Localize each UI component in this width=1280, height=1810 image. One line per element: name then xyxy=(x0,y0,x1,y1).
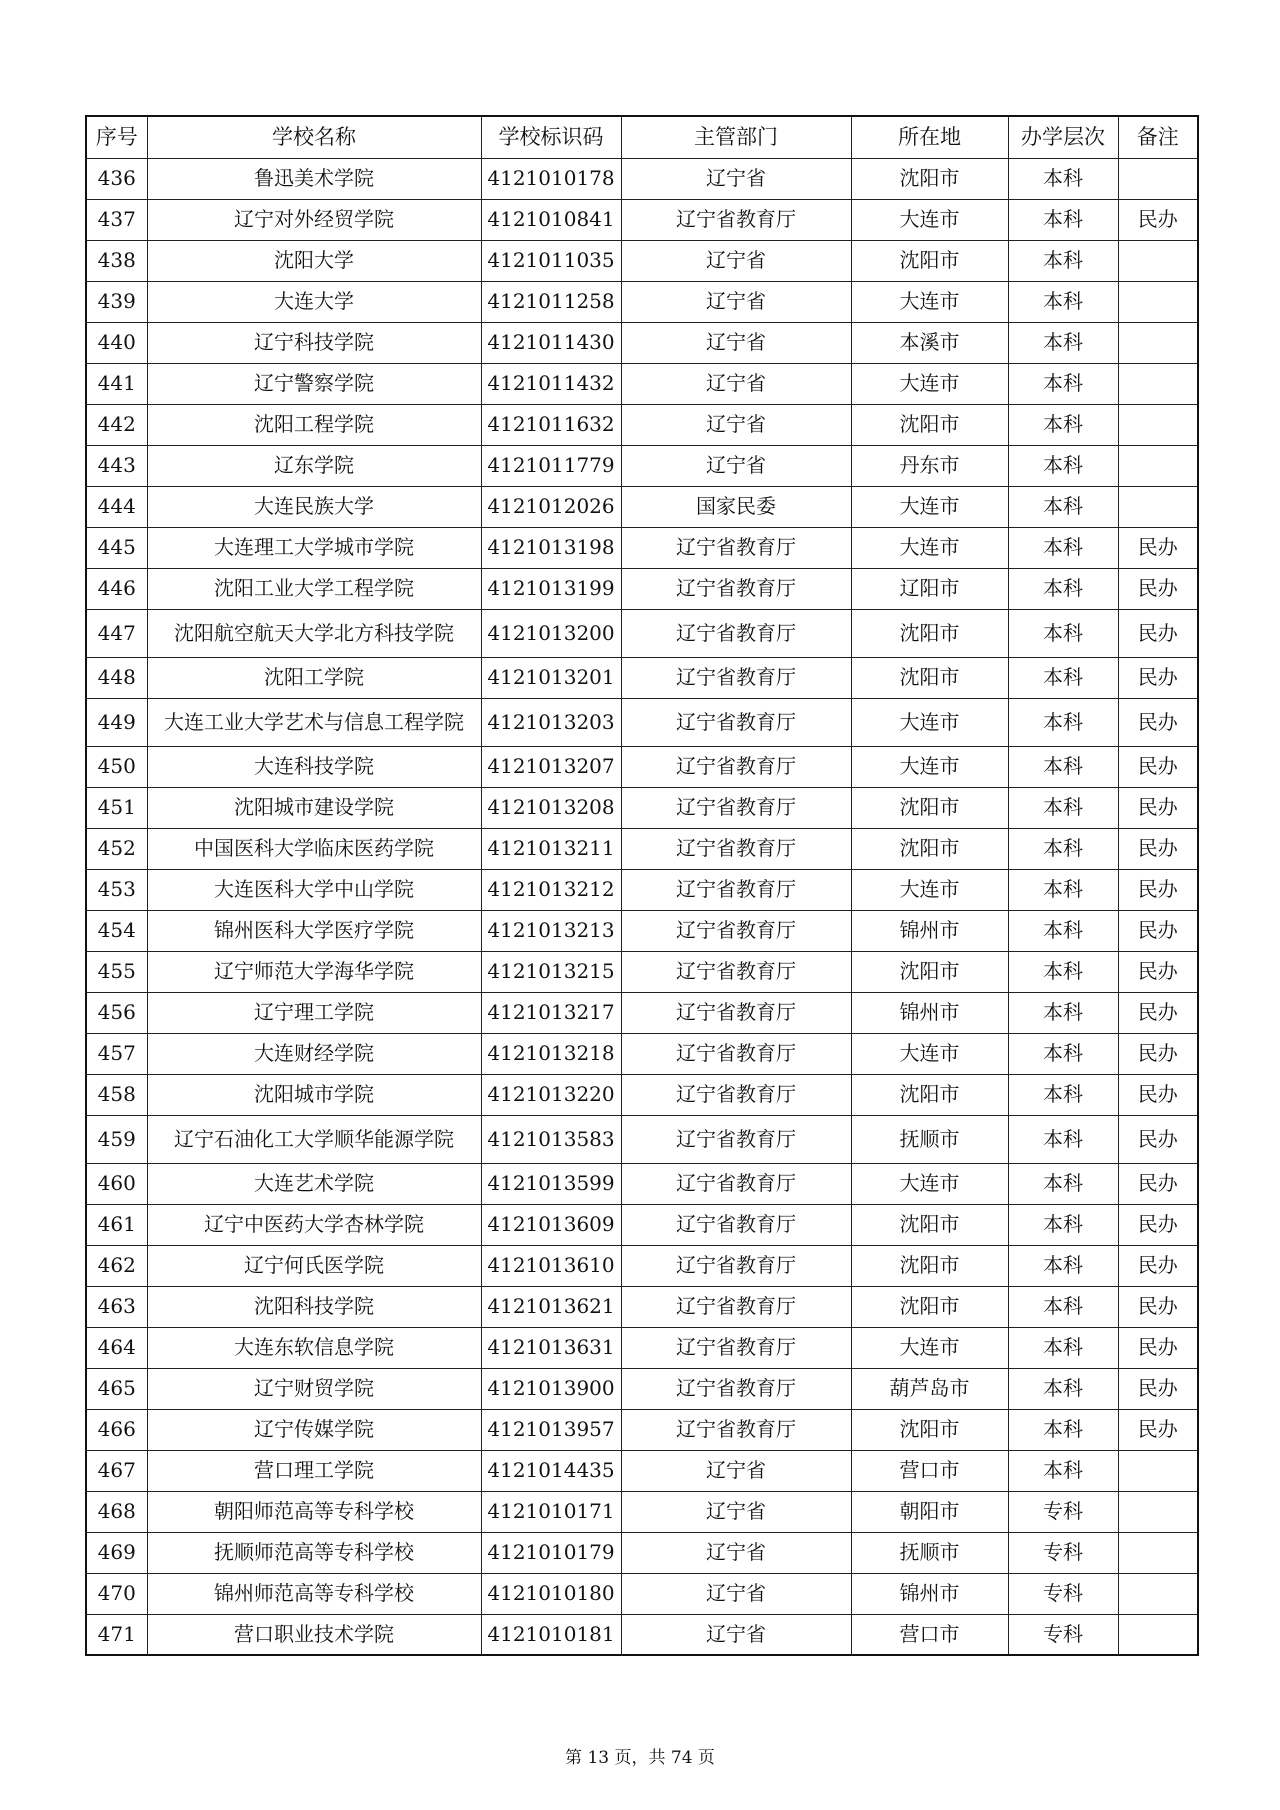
cell-school-code: 4121013201 xyxy=(481,657,621,698)
cell-index: 457 xyxy=(86,1033,147,1074)
cell-remark: 民办 xyxy=(1118,1074,1198,1115)
cell-location: 锦州市 xyxy=(851,992,1008,1033)
table-row xyxy=(86,240,1198,281)
cell-school-name: 辽宁警察学院 xyxy=(147,363,481,404)
cell-authority: 辽宁省教育厅 xyxy=(621,787,851,828)
cell-remark: 民办 xyxy=(1118,1245,1198,1286)
page-footer: 第 13 页，共 74 页 xyxy=(565,1748,715,1768)
cell-school-name: 营口理工学院 xyxy=(147,1450,481,1491)
table-row xyxy=(86,1204,1198,1245)
cell-remark xyxy=(1118,363,1198,404)
cell-authority: 辽宁省教育厅 xyxy=(621,1245,851,1286)
cell-level: 专科 xyxy=(1008,1532,1118,1573)
cell-location: 本溪市 xyxy=(851,322,1008,363)
cell-level: 本科 xyxy=(1008,1033,1118,1074)
cell-index: 444 xyxy=(86,486,147,527)
cell-level: 本科 xyxy=(1008,1368,1118,1409)
cell-authority: 辽宁省 xyxy=(621,404,851,445)
cell-level: 本科 xyxy=(1008,992,1118,1033)
cell-school-code: 4121012026 xyxy=(481,486,621,527)
cell-remark: 民办 xyxy=(1118,787,1198,828)
table-row xyxy=(86,1327,1198,1368)
cell-location: 大连市 xyxy=(851,486,1008,527)
cell-location: 大连市 xyxy=(851,1033,1008,1074)
table-row xyxy=(86,1450,1198,1491)
cell-authority: 辽宁省教育厅 xyxy=(621,1115,851,1163)
cell-location: 沈阳市 xyxy=(851,828,1008,869)
cell-remark: 民办 xyxy=(1118,1286,1198,1327)
cell-authority: 辽宁省 xyxy=(621,1573,851,1614)
cell-location: 大连市 xyxy=(851,698,1008,746)
cell-school-code: 4121013213 xyxy=(481,910,621,951)
cell-location: 葫芦岛市 xyxy=(851,1368,1008,1409)
cell-authority: 辽宁省教育厅 xyxy=(621,1327,851,1368)
cell-remark: 民办 xyxy=(1118,1327,1198,1368)
cell-index: 446 xyxy=(86,568,147,609)
table-row xyxy=(86,1573,1198,1614)
table-row xyxy=(86,1074,1198,1115)
table-row xyxy=(86,1286,1198,1327)
cell-index: 452 xyxy=(86,828,147,869)
cell-authority: 辽宁省教育厅 xyxy=(621,746,851,787)
cell-school-code: 4121013207 xyxy=(481,746,621,787)
cell-level: 本科 xyxy=(1008,609,1118,657)
cell-index: 436 xyxy=(86,158,147,199)
cell-school-name: 中国医科大学临床医药学院 xyxy=(147,828,481,869)
cell-index: 465 xyxy=(86,1368,147,1409)
cell-school-code: 4121013203 xyxy=(481,698,621,746)
cell-location: 大连市 xyxy=(851,1327,1008,1368)
cell-index: 443 xyxy=(86,445,147,486)
cell-school-name: 朝阳师范高等专科学校 xyxy=(147,1491,481,1532)
cell-authority: 辽宁省教育厅 xyxy=(621,1033,851,1074)
cell-index: 464 xyxy=(86,1327,147,1368)
table-row xyxy=(86,1409,1198,1450)
table-row xyxy=(86,869,1198,910)
table-row xyxy=(86,363,1198,404)
cell-index: 447 xyxy=(86,609,147,657)
cell-index: 461 xyxy=(86,1204,147,1245)
cell-school-name: 大连理工大学城市学院 xyxy=(147,527,481,568)
cell-remark: 民办 xyxy=(1118,1368,1198,1409)
cell-location: 沈阳市 xyxy=(851,657,1008,698)
cell-remark xyxy=(1118,404,1198,445)
cell-school-name: 大连科技学院 xyxy=(147,746,481,787)
cell-school-name: 沈阳城市学院 xyxy=(147,1074,481,1115)
cell-level: 本科 xyxy=(1008,199,1118,240)
cell-authority: 辽宁省 xyxy=(621,1450,851,1491)
cell-index: 456 xyxy=(86,992,147,1033)
header-index: 序号 xyxy=(86,116,147,158)
cell-authority: 辽宁省教育厅 xyxy=(621,869,851,910)
header-school-code: 学校标识码 xyxy=(481,116,621,158)
cell-location: 大连市 xyxy=(851,869,1008,910)
cell-school-name: 辽宁中医药大学杏林学院 xyxy=(147,1204,481,1245)
cell-level: 本科 xyxy=(1008,363,1118,404)
cell-level: 本科 xyxy=(1008,828,1118,869)
cell-school-name: 大连东软信息学院 xyxy=(147,1327,481,1368)
cell-level: 专科 xyxy=(1008,1614,1118,1655)
cell-authority: 辽宁省 xyxy=(621,158,851,199)
cell-school-code: 4121013610 xyxy=(481,1245,621,1286)
cell-authority: 辽宁省 xyxy=(621,281,851,322)
table-row xyxy=(86,657,1198,698)
table-row xyxy=(86,992,1198,1033)
table-row xyxy=(86,322,1198,363)
cell-school-name: 辽宁科技学院 xyxy=(147,322,481,363)
cell-remark: 民办 xyxy=(1118,910,1198,951)
cell-level: 本科 xyxy=(1008,1245,1118,1286)
cell-authority: 辽宁省 xyxy=(621,1614,851,1655)
cell-level: 本科 xyxy=(1008,445,1118,486)
cell-authority: 辽宁省 xyxy=(621,445,851,486)
cell-level: 本科 xyxy=(1008,568,1118,609)
cell-school-name: 沈阳工业大学工程学院 xyxy=(147,568,481,609)
cell-remark: 民办 xyxy=(1118,199,1198,240)
cell-remark xyxy=(1118,1491,1198,1532)
cell-level: 本科 xyxy=(1008,1163,1118,1204)
header-level: 办学层次 xyxy=(1008,116,1118,158)
cell-authority: 辽宁省 xyxy=(621,322,851,363)
cell-level: 本科 xyxy=(1008,158,1118,199)
header-location: 所在地 xyxy=(851,116,1008,158)
cell-level: 本科 xyxy=(1008,1409,1118,1450)
table-row xyxy=(86,1368,1198,1409)
cell-school-code: 4121013211 xyxy=(481,828,621,869)
cell-school-name: 锦州师范高等专科学校 xyxy=(147,1573,481,1614)
cell-school-name: 辽宁师范大学海华学院 xyxy=(147,951,481,992)
cell-index: 450 xyxy=(86,746,147,787)
cell-remark: 民办 xyxy=(1118,746,1198,787)
cell-school-code: 4121010841 xyxy=(481,199,621,240)
cell-authority: 辽宁省 xyxy=(621,363,851,404)
cell-authority: 辽宁省 xyxy=(621,240,851,281)
table-row xyxy=(86,1245,1198,1286)
table-row xyxy=(86,828,1198,869)
cell-index: 455 xyxy=(86,951,147,992)
cell-index: 442 xyxy=(86,404,147,445)
table-row xyxy=(86,199,1198,240)
cell-location: 锦州市 xyxy=(851,1573,1008,1614)
cell-authority: 辽宁省教育厅 xyxy=(621,527,851,568)
cell-remark xyxy=(1118,445,1198,486)
cell-authority: 辽宁省教育厅 xyxy=(621,698,851,746)
cell-index: 448 xyxy=(86,657,147,698)
cell-authority: 辽宁省教育厅 xyxy=(621,657,851,698)
cell-authority: 辽宁省教育厅 xyxy=(621,992,851,1033)
cell-authority: 辽宁省教育厅 xyxy=(621,1286,851,1327)
cell-level: 本科 xyxy=(1008,657,1118,698)
cell-level: 本科 xyxy=(1008,240,1118,281)
cell-remark: 民办 xyxy=(1118,1115,1198,1163)
cell-level: 本科 xyxy=(1008,951,1118,992)
cell-index: 460 xyxy=(86,1163,147,1204)
cell-school-name: 大连艺术学院 xyxy=(147,1163,481,1204)
cell-remark: 民办 xyxy=(1118,1409,1198,1450)
cell-school-code: 4121011258 xyxy=(481,281,621,322)
cell-remark xyxy=(1118,281,1198,322)
cell-location: 沈阳市 xyxy=(851,1074,1008,1115)
cell-level: 本科 xyxy=(1008,869,1118,910)
table-row xyxy=(86,910,1198,951)
cell-school-code: 4121013583 xyxy=(481,1115,621,1163)
cell-school-code: 4121011632 xyxy=(481,404,621,445)
cell-remark: 民办 xyxy=(1118,951,1198,992)
cell-location: 沈阳市 xyxy=(851,1204,1008,1245)
cell-index: 437 xyxy=(86,199,147,240)
cell-authority: 辽宁省教育厅 xyxy=(621,1204,851,1245)
cell-index: 470 xyxy=(86,1573,147,1614)
cell-remark: 民办 xyxy=(1118,828,1198,869)
header-authority: 主管部门 xyxy=(621,116,851,158)
table-row xyxy=(86,1491,1198,1532)
cell-school-name: 沈阳工程学院 xyxy=(147,404,481,445)
cell-school-code: 4121013215 xyxy=(481,951,621,992)
cell-school-code: 4121013218 xyxy=(481,1033,621,1074)
cell-index: 440 xyxy=(86,322,147,363)
cell-school-name: 辽宁传媒学院 xyxy=(147,1409,481,1450)
cell-school-code: 4121013199 xyxy=(481,568,621,609)
table-row xyxy=(86,746,1198,787)
cell-level: 本科 xyxy=(1008,1286,1118,1327)
cell-school-code: 4121010179 xyxy=(481,1532,621,1573)
cell-school-code: 4121010171 xyxy=(481,1491,621,1532)
table-row xyxy=(86,158,1198,199)
cell-level: 本科 xyxy=(1008,281,1118,322)
cell-level: 本科 xyxy=(1008,787,1118,828)
cell-level: 专科 xyxy=(1008,1573,1118,1614)
cell-index: 462 xyxy=(86,1245,147,1286)
cell-school-name: 辽宁石油化工大学顺华能源学院 xyxy=(147,1115,481,1163)
cell-location: 营口市 xyxy=(851,1450,1008,1491)
cell-index: 459 xyxy=(86,1115,147,1163)
cell-location: 沈阳市 xyxy=(851,404,1008,445)
cell-school-code: 4121013208 xyxy=(481,787,621,828)
cell-school-code: 4121013609 xyxy=(481,1204,621,1245)
table-row xyxy=(86,404,1198,445)
cell-remark: 民办 xyxy=(1118,568,1198,609)
cell-location: 大连市 xyxy=(851,281,1008,322)
cell-index: 453 xyxy=(86,869,147,910)
cell-location: 大连市 xyxy=(851,1163,1008,1204)
cell-index: 467 xyxy=(86,1450,147,1491)
cell-authority: 辽宁省教育厅 xyxy=(621,1163,851,1204)
cell-school-name: 大连医科大学中山学院 xyxy=(147,869,481,910)
cell-authority: 国家民委 xyxy=(621,486,851,527)
cell-remark xyxy=(1118,1614,1198,1655)
cell-index: 466 xyxy=(86,1409,147,1450)
cell-school-name: 大连工业大学艺术与信息工程学院 xyxy=(147,698,481,746)
cell-remark: 民办 xyxy=(1118,869,1198,910)
table-row xyxy=(86,486,1198,527)
cell-school-name: 抚顺师范高等专科学校 xyxy=(147,1532,481,1573)
cell-school-code: 4121013198 xyxy=(481,527,621,568)
cell-level: 本科 xyxy=(1008,404,1118,445)
cell-index: 471 xyxy=(86,1614,147,1655)
table-header-row xyxy=(86,116,1198,158)
table-row xyxy=(86,281,1198,322)
cell-school-name: 沈阳城市建设学院 xyxy=(147,787,481,828)
cell-remark: 民办 xyxy=(1118,698,1198,746)
cell-school-code: 4121013631 xyxy=(481,1327,621,1368)
cell-school-name: 辽宁理工学院 xyxy=(147,992,481,1033)
cell-school-name: 辽宁何氏医学院 xyxy=(147,1245,481,1286)
cell-school-name: 沈阳大学 xyxy=(147,240,481,281)
cell-school-name: 沈阳航空航天大学北方科技学院 xyxy=(147,609,481,657)
cell-location: 大连市 xyxy=(851,527,1008,568)
cell-remark: 民办 xyxy=(1118,1033,1198,1074)
cell-remark: 民办 xyxy=(1118,1163,1198,1204)
cell-school-name: 大连财经学院 xyxy=(147,1033,481,1074)
cell-location: 沈阳市 xyxy=(851,787,1008,828)
table-row xyxy=(86,1163,1198,1204)
cell-remark: 民办 xyxy=(1118,527,1198,568)
cell-level: 本科 xyxy=(1008,486,1118,527)
table-row xyxy=(86,527,1198,568)
cell-school-code: 4121011035 xyxy=(481,240,621,281)
cell-authority: 辽宁省教育厅 xyxy=(621,1409,851,1450)
cell-school-code: 4121013900 xyxy=(481,1368,621,1409)
cell-school-name: 沈阳工学院 xyxy=(147,657,481,698)
cell-school-name: 锦州医科大学医疗学院 xyxy=(147,910,481,951)
table-row xyxy=(86,1532,1198,1573)
cell-remark xyxy=(1118,240,1198,281)
cell-index: 468 xyxy=(86,1491,147,1532)
cell-authority: 辽宁省教育厅 xyxy=(621,828,851,869)
cell-school-code: 4121013220 xyxy=(481,1074,621,1115)
cell-school-name: 辽宁财贸学院 xyxy=(147,1368,481,1409)
cell-school-code: 4121010180 xyxy=(481,1573,621,1614)
cell-location: 辽阳市 xyxy=(851,568,1008,609)
cell-school-name: 辽宁对外经贸学院 xyxy=(147,199,481,240)
cell-location: 沈阳市 xyxy=(851,609,1008,657)
cell-level: 专科 xyxy=(1008,1491,1118,1532)
cell-authority: 辽宁省教育厅 xyxy=(621,910,851,951)
cell-location: 大连市 xyxy=(851,199,1008,240)
table-row xyxy=(86,698,1198,746)
cell-location: 沈阳市 xyxy=(851,1245,1008,1286)
header-remark: 备注 xyxy=(1118,116,1198,158)
cell-authority: 辽宁省 xyxy=(621,1532,851,1573)
cell-school-name: 大连大学 xyxy=(147,281,481,322)
cell-authority: 辽宁省教育厅 xyxy=(621,609,851,657)
cell-index: 463 xyxy=(86,1286,147,1327)
cell-index: 445 xyxy=(86,527,147,568)
cell-location: 抚顺市 xyxy=(851,1115,1008,1163)
cell-authority: 辽宁省 xyxy=(621,1491,851,1532)
cell-location: 沈阳市 xyxy=(851,951,1008,992)
cell-index: 439 xyxy=(86,281,147,322)
cell-remark xyxy=(1118,1450,1198,1491)
cell-authority: 辽宁省教育厅 xyxy=(621,1074,851,1115)
cell-authority: 辽宁省教育厅 xyxy=(621,1368,851,1409)
cell-level: 本科 xyxy=(1008,527,1118,568)
cell-school-code: 4121013217 xyxy=(481,992,621,1033)
table-row xyxy=(86,1614,1198,1655)
cell-school-name: 沈阳科技学院 xyxy=(147,1286,481,1327)
table-row xyxy=(86,1033,1198,1074)
cell-authority: 辽宁省教育厅 xyxy=(621,568,851,609)
cell-school-name: 鲁迅美术学院 xyxy=(147,158,481,199)
cell-school-code: 4121011779 xyxy=(481,445,621,486)
cell-remark xyxy=(1118,322,1198,363)
cell-location: 朝阳市 xyxy=(851,1491,1008,1532)
cell-index: 469 xyxy=(86,1532,147,1573)
cell-remark xyxy=(1118,158,1198,199)
cell-location: 抚顺市 xyxy=(851,1532,1008,1573)
cell-school-code: 4121014435 xyxy=(481,1450,621,1491)
cell-index: 441 xyxy=(86,363,147,404)
cell-school-code: 4121013212 xyxy=(481,869,621,910)
table-row xyxy=(86,609,1198,657)
cell-remark: 民办 xyxy=(1118,657,1198,698)
table-row xyxy=(86,951,1198,992)
cell-school-name: 辽东学院 xyxy=(147,445,481,486)
header-school-name: 学校名称 xyxy=(147,116,481,158)
cell-level: 本科 xyxy=(1008,746,1118,787)
cell-location: 锦州市 xyxy=(851,910,1008,951)
table-row xyxy=(86,445,1198,486)
cell-location: 沈阳市 xyxy=(851,1409,1008,1450)
cell-remark: 民办 xyxy=(1118,609,1198,657)
cell-location: 大连市 xyxy=(851,746,1008,787)
cell-level: 本科 xyxy=(1008,1204,1118,1245)
cell-location: 沈阳市 xyxy=(851,158,1008,199)
cell-remark: 民办 xyxy=(1118,1204,1198,1245)
cell-index: 451 xyxy=(86,787,147,828)
cell-level: 本科 xyxy=(1008,1450,1118,1491)
cell-remark xyxy=(1118,1532,1198,1573)
cell-remark xyxy=(1118,486,1198,527)
school-list-table xyxy=(85,115,1199,1656)
cell-school-code: 4121013200 xyxy=(481,609,621,657)
cell-location: 大连市 xyxy=(851,363,1008,404)
cell-school-code: 4121011430 xyxy=(481,322,621,363)
cell-authority: 辽宁省教育厅 xyxy=(621,199,851,240)
cell-index: 449 xyxy=(86,698,147,746)
cell-location: 沈阳市 xyxy=(851,240,1008,281)
cell-index: 438 xyxy=(86,240,147,281)
cell-school-code: 4121013957 xyxy=(481,1409,621,1450)
cell-school-code: 4121013599 xyxy=(481,1163,621,1204)
cell-remark: 民办 xyxy=(1118,992,1198,1033)
cell-school-name: 大连民族大学 xyxy=(147,486,481,527)
table-row xyxy=(86,568,1198,609)
cell-level: 本科 xyxy=(1008,1115,1118,1163)
cell-location: 丹东市 xyxy=(851,445,1008,486)
cell-school-code: 4121010178 xyxy=(481,158,621,199)
table-row xyxy=(86,787,1198,828)
cell-index: 454 xyxy=(86,910,147,951)
cell-index: 458 xyxy=(86,1074,147,1115)
cell-authority: 辽宁省教育厅 xyxy=(621,951,851,992)
cell-level: 本科 xyxy=(1008,1074,1118,1115)
cell-school-code: 4121010181 xyxy=(481,1614,621,1655)
cell-location: 沈阳市 xyxy=(851,1286,1008,1327)
cell-school-name: 营口职业技术学院 xyxy=(147,1614,481,1655)
cell-school-code: 4121013621 xyxy=(481,1286,621,1327)
cell-level: 本科 xyxy=(1008,322,1118,363)
cell-remark xyxy=(1118,1573,1198,1614)
cell-school-code: 4121011432 xyxy=(481,363,621,404)
table-row xyxy=(86,1115,1198,1163)
cell-level: 本科 xyxy=(1008,1327,1118,1368)
cell-location: 营口市 xyxy=(851,1614,1008,1655)
cell-level: 本科 xyxy=(1008,698,1118,746)
cell-level: 本科 xyxy=(1008,910,1118,951)
